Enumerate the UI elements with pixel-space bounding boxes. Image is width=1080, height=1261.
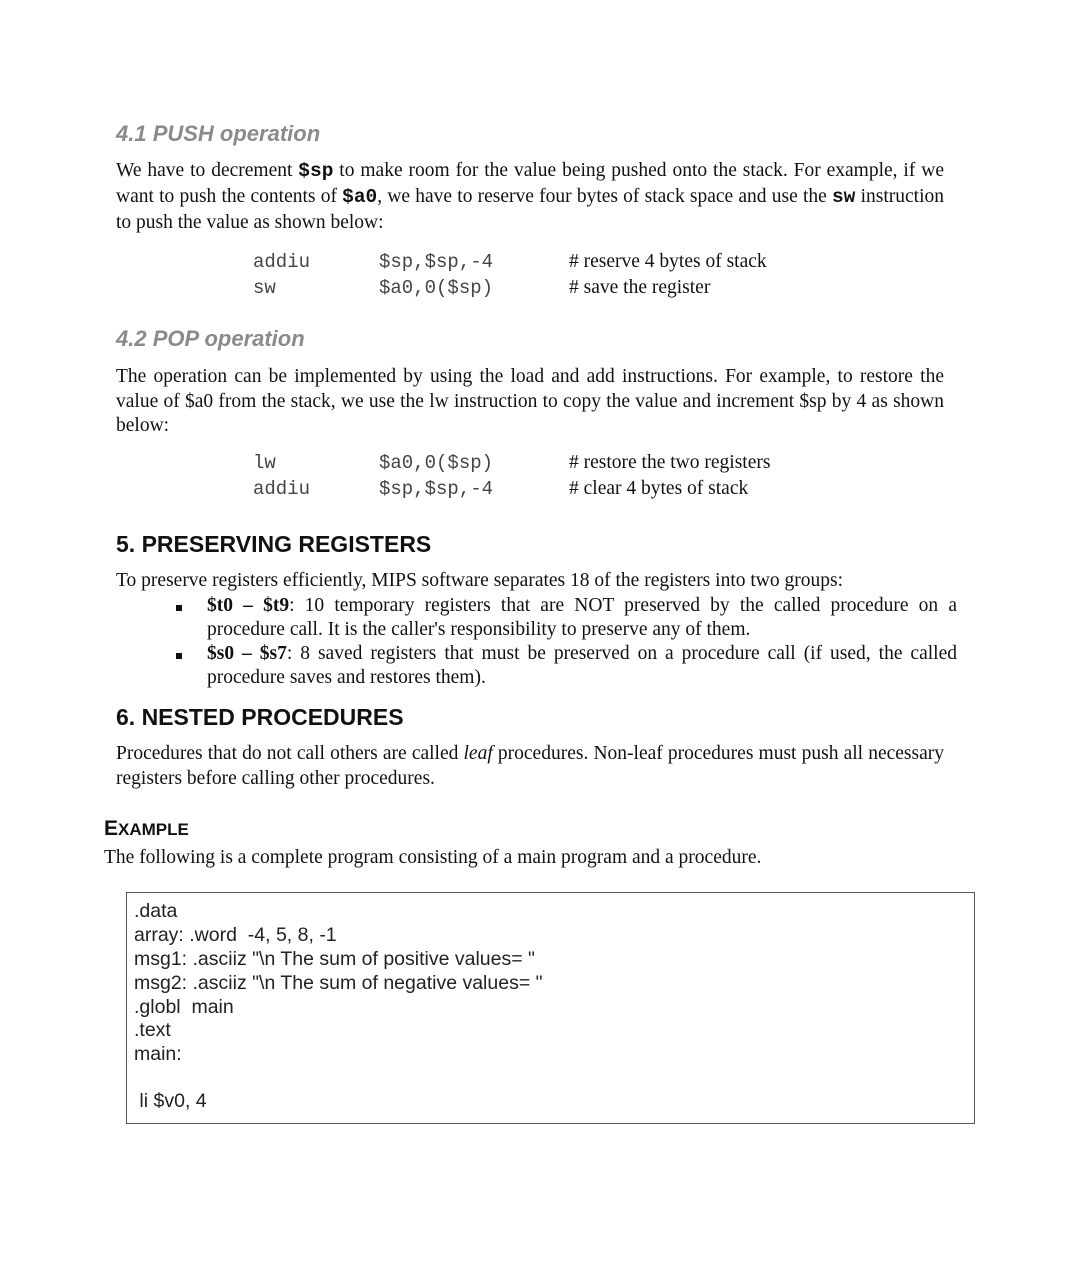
- section-5-heading: 5. PRESERVING REGISTERS: [116, 531, 432, 557]
- asm-line: [253, 476, 813, 502]
- asm-line: [253, 275, 813, 301]
- asm-op: addiu: [253, 251, 311, 273]
- asm-args: $sp,$sp,-4: [379, 478, 494, 500]
- example-heading: EXAMPLE: [104, 817, 189, 840]
- asm-comment: # reserve 4 bytes of stack: [569, 251, 767, 272]
- section-4-2-paragraph: The operation can be implemented by using the load and add instructions. For example, to restore the value of $a0 from the stack, we use the lw instruction to copy the value and increment $sp by 4 as shown below:: [116, 366, 944, 436]
- bullet-square-icon: [176, 605, 182, 611]
- code-line: .text: [134, 1019, 171, 1041]
- asm-op: sw: [253, 277, 276, 299]
- bullet-square-icon: [176, 653, 182, 659]
- asm-line: [253, 249, 813, 275]
- register-groups-list: [116, 594, 957, 690]
- example-code-box: [126, 892, 975, 1124]
- asm-op: lw: [253, 452, 276, 474]
- asm-comment: # restore the two registers: [569, 452, 771, 473]
- code-line: msg2: .asciiz "\n The sum of negative values= ": [134, 972, 543, 994]
- code-line: .globl main: [134, 996, 234, 1018]
- section-5-intro: To preserve registers efficiently, MIPS software separates 18 of the registers into two groups:: [116, 570, 843, 591]
- asm-line: [253, 450, 813, 476]
- pop-asm-listing: [253, 450, 813, 502]
- code-line: array: .word -4, 5, 8, -1: [134, 924, 337, 946]
- code-line: main:: [134, 1043, 182, 1065]
- asm-args: $a0,0($sp): [379, 277, 494, 299]
- code-line: .data: [134, 900, 178, 922]
- asm-comment: # save the register: [569, 277, 711, 298]
- section-6-heading: 6. NESTED PROCEDURES: [116, 704, 404, 730]
- section-4-2-heading: 4.2 POP operation: [116, 326, 305, 351]
- section-4-1-paragraph: We have to decrement $sp to make room for the value being pushed onto the stack. For example, if we want to push the contents of $a0, we have to reserve four bytes of stack space and use the sw instruction to push the value as shown below:: [116, 160, 944, 233]
- code-line: li $v0, 4: [134, 1090, 207, 1112]
- asm-comment: # clear 4 bytes of stack: [569, 478, 749, 499]
- section-6-paragraph: Procedures that do not call others are called leaf procedures. Non-leaf procedures must push all necessary registers before calling other procedures.: [116, 743, 944, 789]
- asm-op: addiu: [253, 478, 311, 500]
- example-intro: The following is a complete program consisting of a main program and a procedure.: [104, 847, 762, 868]
- section-4-1-heading: 4.1 PUSH operation: [116, 121, 321, 146]
- asm-args: $sp,$sp,-4: [379, 251, 494, 273]
- push-asm-listing: [253, 249, 813, 301]
- list-item: $s0 – $s7: 8 saved registers that must be preserved on a procedure call (if used, the called procedure saves and restores them).: [116, 642, 957, 690]
- list-item: $t0 – $t9: 10 temporary registers that are NOT preserved by the called procedure on a procedure call. It is the caller's responsibility to preserve any of them.: [116, 594, 957, 642]
- asm-args: $a0,0($sp): [379, 452, 494, 474]
- code-line: msg1: .asciiz "\n The sum of positive values= ": [134, 948, 535, 970]
